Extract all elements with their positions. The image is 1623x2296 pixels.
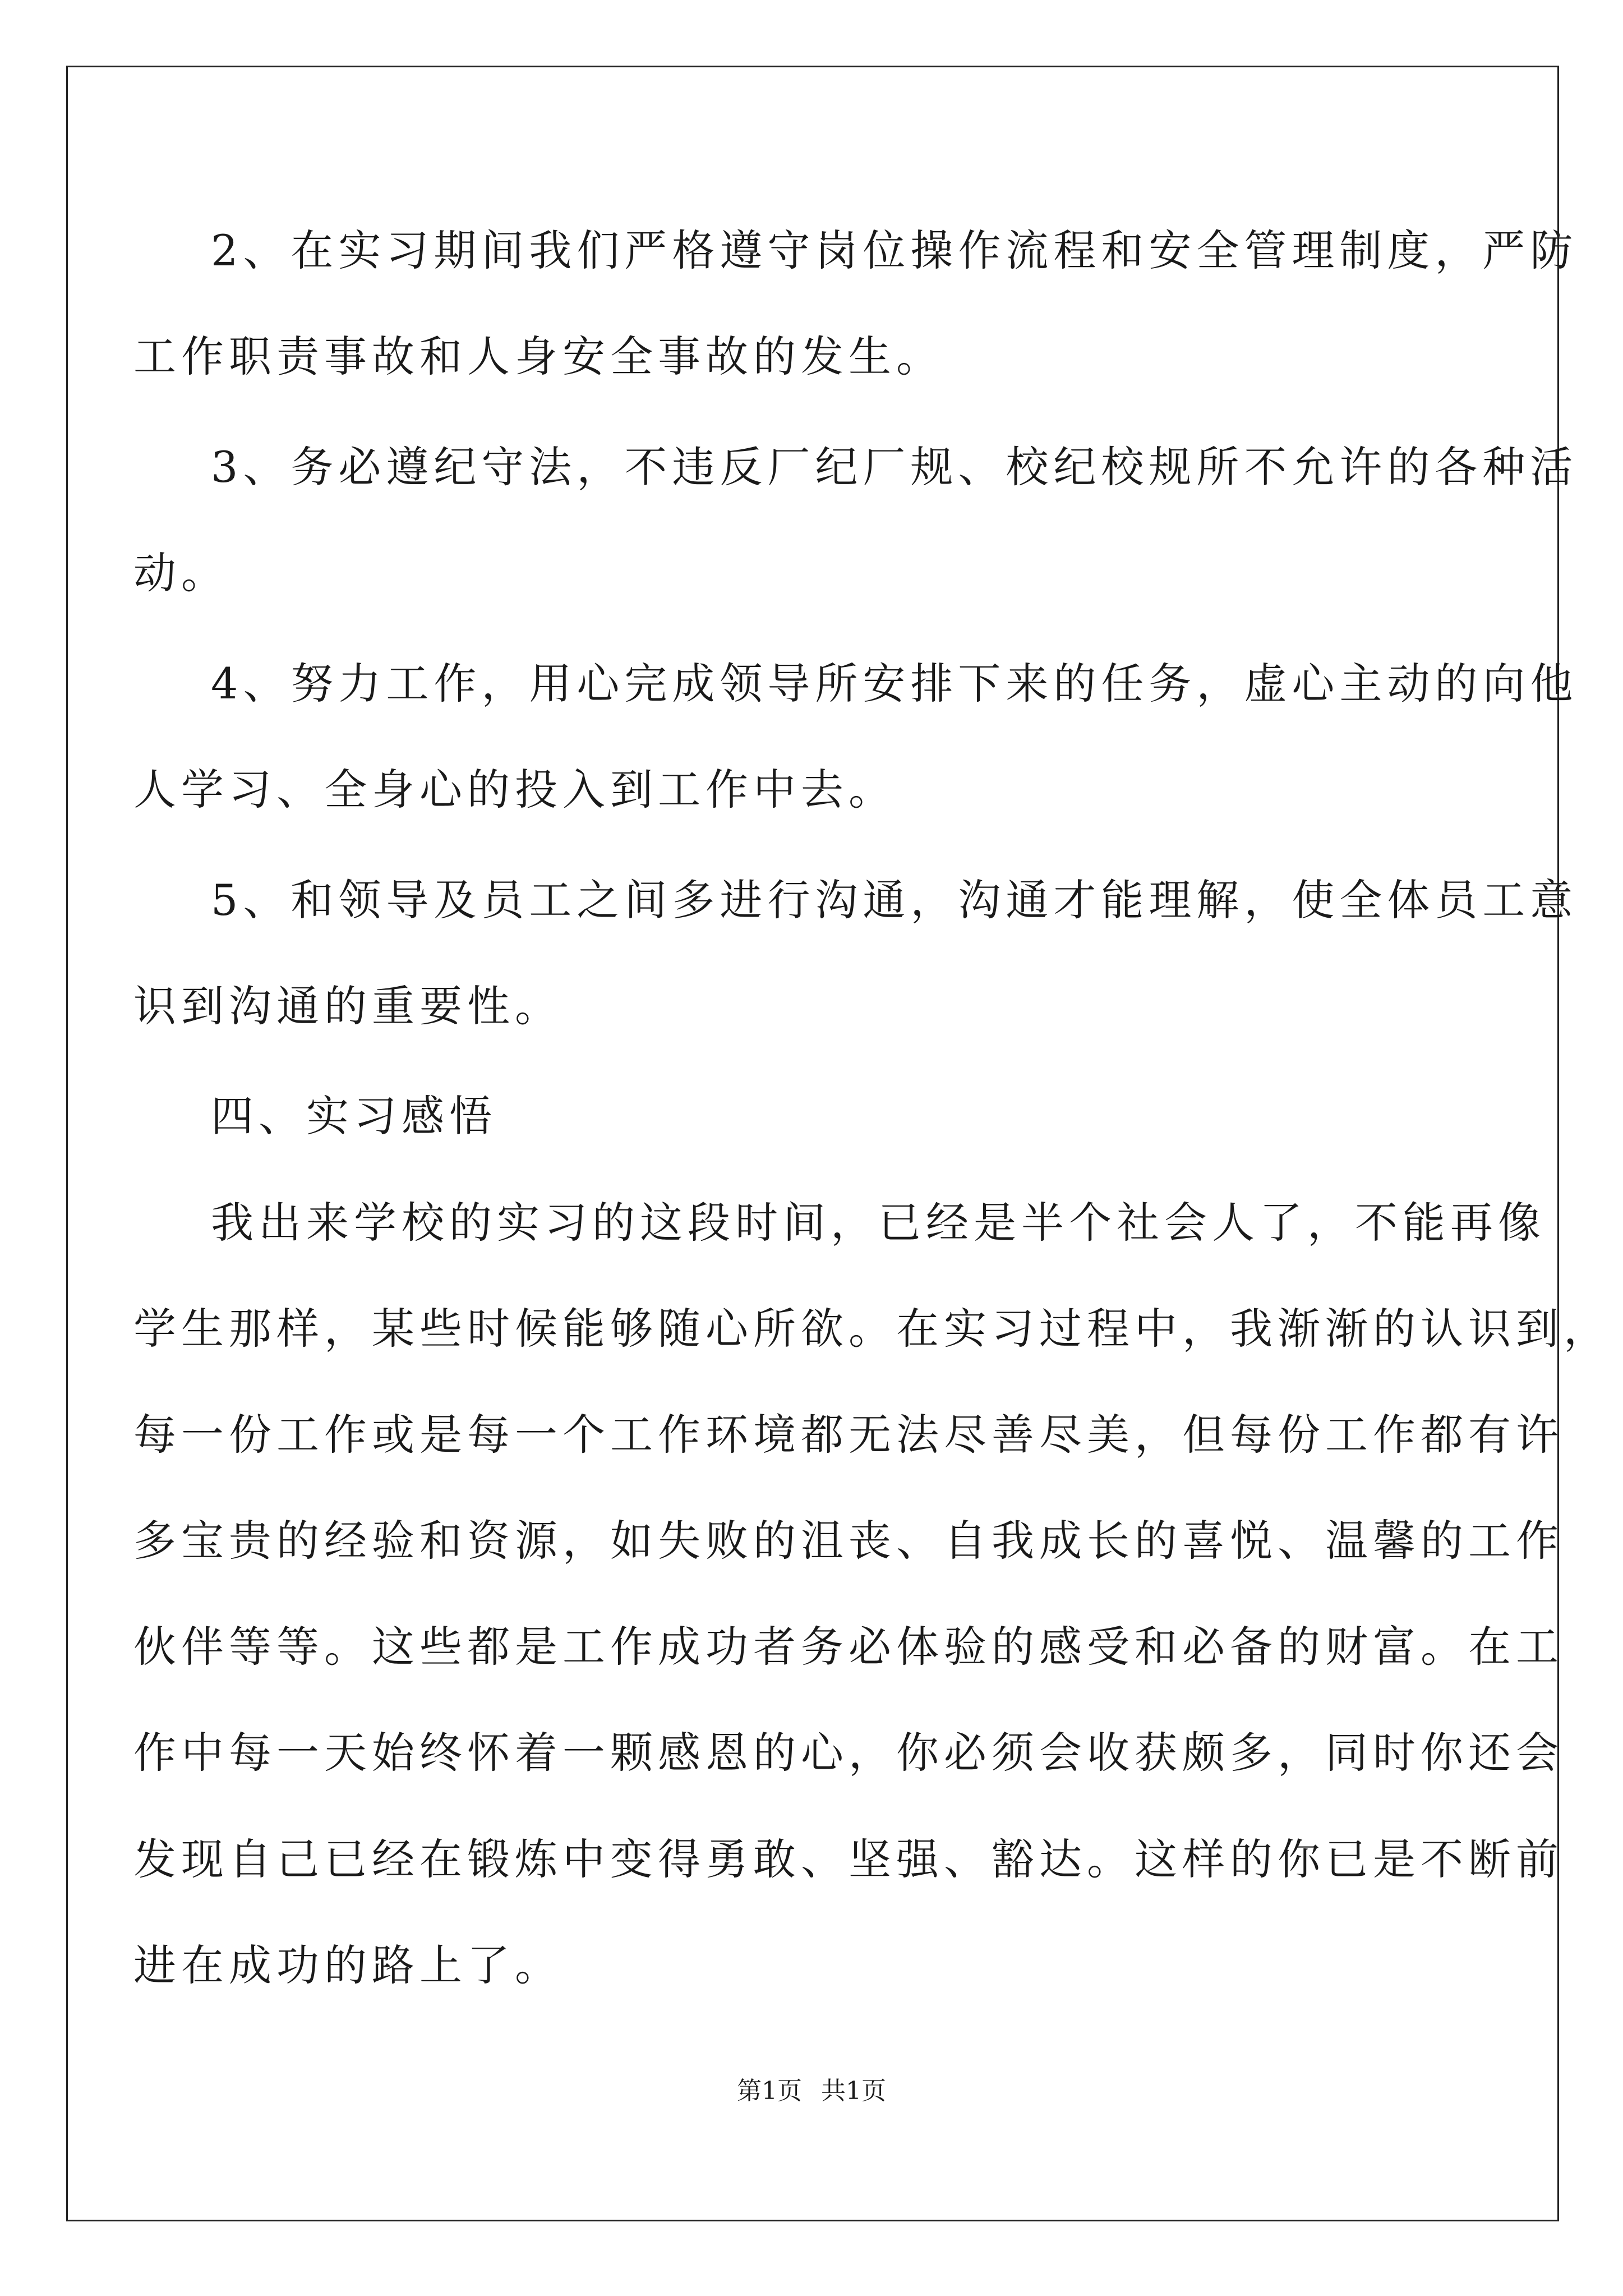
paragraph-6-line-7: 发现自己已经在锻炼中变得勇敢、坚强、豁达。这样的你已是不断前 (133, 1834, 1564, 1884)
section-heading: 四、实习感悟 (211, 1091, 497, 1141)
paragraph-2-line-2: 动。 (133, 548, 229, 598)
paragraph-3-line-2: 人学习、全身心的投入到工作中去。 (133, 765, 896, 815)
page-current-label: 第1页 (737, 2077, 802, 2105)
paragraph-4-line-2: 识到沟通的重要性。 (133, 981, 562, 1031)
paragraph-6-line-4: 多宝贵的经验和资源，如失败的沮丧、自我成长的喜悦、温馨的工作 (133, 1516, 1564, 1566)
paragraph-6-line-8: 进在成功的路上了。 (133, 1940, 562, 1990)
paragraph-3-line-1: 4、努力工作，用心完成领导所安排下来的任务，虚心主动的向他 (211, 659, 1578, 708)
paragraph-6-line-5: 伙伴等等。这些都是工作成功者务必体验的感受和必备的财富。在工 (133, 1622, 1564, 1672)
paragraph-6-line-6: 作中每一天始终怀着一颗感恩的心，你必须会收获颇多，同时你还会 (133, 1728, 1564, 1778)
page-total-label: 共1页 (821, 2077, 886, 2105)
paragraph-6-line-2: 学生那样，某些时候能够随心所欲。在实习过程中，我渐渐的认识到， (133, 1304, 1611, 1354)
paragraph-6-line-1: 我出来学校的实习的这段时间，已经是半个社会人了，不能再像 (211, 1198, 1546, 1248)
page-footer (0, 2074, 1623, 2108)
paragraph-4-line-1: 5、和领导及员工之间多进行沟通，沟通才能理解，使全体员工意 (211, 875, 1578, 925)
paragraph-1-line-2: 工作职责事故和人身安全事故的发生。 (133, 332, 944, 381)
paragraph-1-line-1: 2、在实习期间我们严格遵守岗位操作流程和安全管理制度，严防 (211, 226, 1578, 275)
paragraph-2-line-1: 3、务必遵纪守法，不违反厂纪厂规、校纪校规所不允许的各种活 (211, 442, 1578, 492)
paragraph-6-line-3: 每一份工作或是每一个工作环境都无法尽善尽美，但每份工作都有许 (133, 1410, 1564, 1460)
